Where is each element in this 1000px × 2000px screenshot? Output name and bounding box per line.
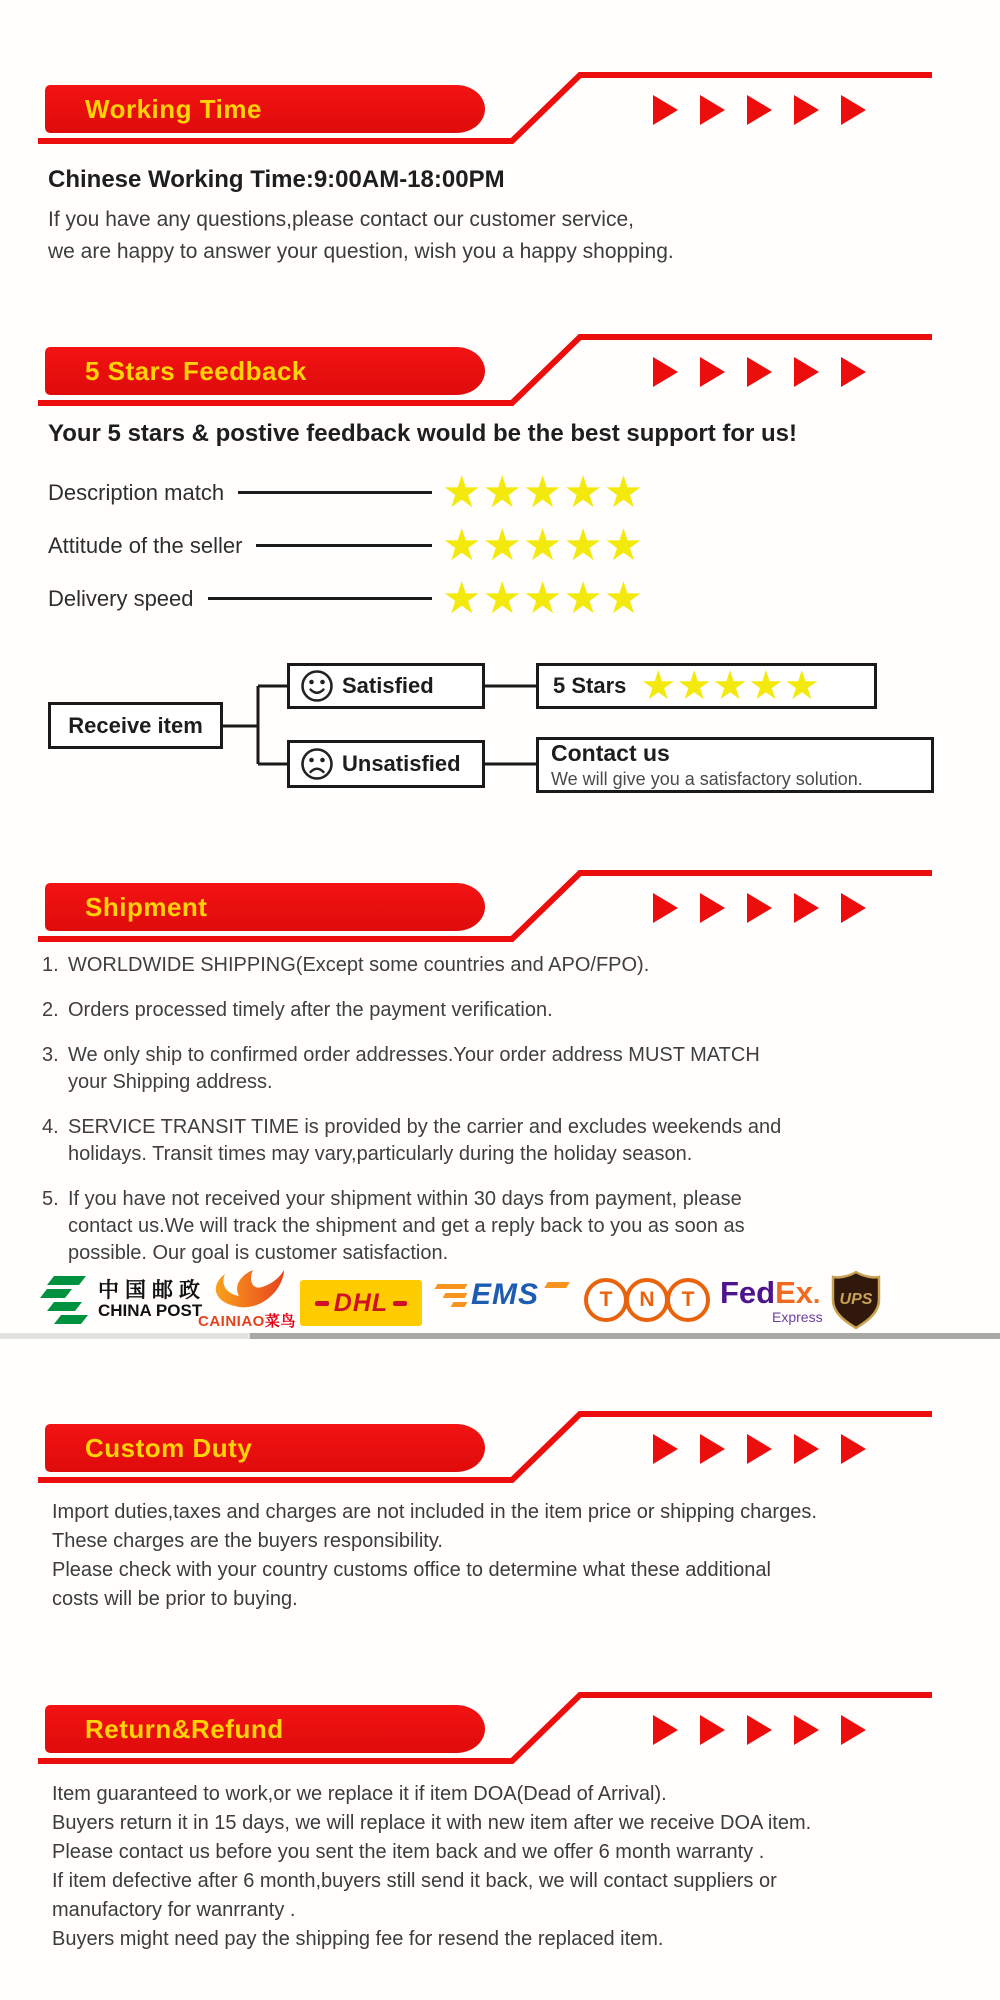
rating-label: Description match — [48, 479, 225, 505]
arrow-right-icon — [841, 1715, 866, 1745]
connector-line — [256, 544, 432, 547]
five-stars-label: 5 Stars — [553, 673, 627, 698]
rating-row — [48, 519, 666, 572]
cainiao-label: CAINIAO — [198, 1313, 265, 1330]
arrow-right-icon — [841, 1434, 866, 1464]
section-title-return-refund: Return&Refund — [85, 1714, 284, 1744]
fedex-fed-label: Fed — [720, 1275, 776, 1310]
cainiao-logo — [198, 1268, 296, 1331]
china-post-emblem-icon — [38, 1272, 90, 1328]
section-banner-return-refund — [0, 1682, 1000, 1778]
arrow-right-icon — [747, 357, 772, 387]
item-number: 3. — [42, 1044, 59, 1066]
shipment-text: holidays. Transit times may vary,particularly during the holiday season. — [68, 1143, 693, 1165]
banner-pill — [45, 347, 485, 395]
ems-dash-decoration — [544, 1282, 569, 1288]
shipment-text: contact us.We will track the shipment and get a reply back to you as soon as — [68, 1215, 745, 1237]
rating-label: Delivery speed — [48, 585, 194, 611]
connector-line — [238, 491, 432, 494]
shipment-item — [42, 1042, 942, 1096]
arrow-right-icon — [794, 1434, 819, 1464]
contact-us-box — [536, 737, 934, 793]
sad-face-icon — [300, 747, 334, 781]
arrow-right-icon — [700, 893, 725, 923]
tnt-letter-circle: N — [625, 1278, 669, 1322]
arrow-right-icon — [747, 1715, 772, 1745]
ems-logo — [436, 1278, 568, 1312]
section-banner-custom-duty — [0, 1401, 1000, 1497]
arrow-right-icon — [794, 357, 819, 387]
tnt-letter-circle: T — [666, 1278, 710, 1322]
rating-rows — [48, 466, 666, 625]
arrow-right-icon — [700, 1715, 725, 1745]
section-divider — [0, 1333, 1000, 1339]
five-star-icons: ★★★★★ — [442, 573, 645, 623]
svg-text:UPS: UPS — [839, 1291, 873, 1308]
banner-pill — [45, 883, 485, 931]
working-time-paragraph — [48, 204, 674, 268]
feedback-flowchart — [0, 655, 1000, 805]
arrow-right-icon — [794, 893, 819, 923]
shipment-text: possible. Our goal is customer satisfaction. — [68, 1242, 449, 1264]
shipment-item — [42, 997, 942, 1024]
section-title-working-time: Working Time — [85, 94, 262, 124]
contact-us-subtitle: We will give you a satisfactory solution. — [551, 768, 863, 789]
unsatisfied-box — [287, 740, 485, 788]
arrow-icons — [653, 893, 866, 923]
arrow-icons — [653, 95, 866, 125]
satisfied-box — [287, 663, 485, 709]
return-refund-line: Please contact us before you sent the item back and we offer 6 month warranty . — [52, 1841, 765, 1863]
fedex-dot: . — [813, 1279, 821, 1309]
ems-label: EMS — [471, 1278, 540, 1311]
connector-line — [208, 597, 432, 600]
shipment-text: your Shipping address. — [68, 1071, 273, 1093]
arrow-right-icon — [653, 1434, 678, 1464]
fedex-logo — [720, 1275, 823, 1325]
arrow-right-icon — [653, 1715, 678, 1745]
dhl-label: DHL — [333, 1288, 389, 1317]
shipment-item — [42, 1114, 942, 1168]
return-refund-line: manufactory for wanrranty . — [52, 1899, 296, 1921]
return-refund-line: Item guaranteed to work,or we replace it if item DOA(Dead of Arrival). — [52, 1783, 667, 1805]
rating-label: Attitude of the seller — [48, 532, 243, 558]
working-time-heading: Chinese Working Time:9:00AM-18:00PM — [48, 166, 505, 193]
rating-row — [48, 466, 666, 519]
arrow-right-icon — [794, 95, 819, 125]
arrow-right-icon — [841, 357, 866, 387]
arrow-right-icon — [794, 1715, 819, 1745]
satisfied-label: Satisfied — [342, 673, 434, 698]
shipment-text: We only ship to confirmed order addresses.Your order address MUST MATCH — [68, 1044, 760, 1066]
section-banner-feedback — [0, 324, 1000, 420]
custom-duty-line: costs will be prior to buying. — [52, 1588, 298, 1610]
five-star-icons: ★★★★★ — [640, 664, 820, 708]
section-title-feedback: 5 Stars Feedback — [85, 356, 307, 386]
custom-duty-line: Please check with your country customs office to determine what these additional — [52, 1559, 771, 1581]
section-title-custom-duty: Custom Duty — [85, 1433, 253, 1463]
arrow-right-icon — [747, 1434, 772, 1464]
arrow-right-icon — [653, 893, 678, 923]
china-post-cn-label: 中国邮政 — [98, 1279, 206, 1303]
dhl-dash-decoration — [315, 1301, 329, 1306]
dhl-logo — [300, 1280, 422, 1326]
arrow-right-icon — [700, 357, 725, 387]
banner-pill — [45, 1424, 485, 1472]
china-post-en-label: CHINA POST — [98, 1301, 203, 1321]
item-number: 1. — [42, 954, 59, 976]
smiley-face-icon — [300, 669, 334, 703]
ups-logo — [830, 1270, 882, 1330]
arrow-icons — [653, 1715, 866, 1745]
custom-duty-line: Import duties,taxes and charges are not included in the item price or shipping charges. — [52, 1501, 817, 1523]
receive-item-label: Receive item — [68, 712, 203, 738]
arrow-right-icon — [747, 95, 772, 125]
return-refund-line: Buyers might need pay the shipping fee for resend the replaced item. — [52, 1928, 664, 1950]
cainiao-cn-label: 菜鸟 — [264, 1313, 296, 1330]
arrow-icons — [653, 357, 866, 387]
return-refund-line: If item defective after 6 month,buyers still send it back, we will contact suppliers or — [52, 1870, 777, 1892]
shipment-item — [42, 952, 942, 979]
ems-speed-stripes-icon — [436, 1284, 466, 1307]
receive-item-box — [48, 702, 223, 749]
arrow-right-icon — [841, 95, 866, 125]
section-title-shipment: Shipment — [85, 892, 208, 922]
shipment-text: Orders processed timely after the payment verification. — [68, 999, 553, 1021]
arrow-right-icon — [841, 893, 866, 923]
fedex-ex-label: Ex — [775, 1275, 814, 1310]
dhl-dash-decoration — [393, 1301, 407, 1306]
contact-us-title: Contact us — [551, 740, 670, 767]
ups-shield-icon — [830, 1270, 882, 1330]
custom-duty-line: These charges are the buyers responsibility. — [52, 1530, 443, 1552]
fedex-express-label: Express — [772, 1309, 823, 1325]
tnt-logo — [584, 1278, 707, 1322]
arrow-right-icon — [747, 893, 772, 923]
shipment-item — [42, 1186, 942, 1267]
arrow-right-icon — [653, 95, 678, 125]
cainiao-swoosh-icon — [201, 1268, 293, 1310]
unsatisfied-label: Unsatisfied — [342, 751, 461, 776]
item-number: 5. — [42, 1188, 59, 1210]
arrow-right-icon — [700, 95, 725, 125]
tnt-letter-circle: T — [584, 1278, 628, 1322]
arrow-right-icon — [653, 357, 678, 387]
working-time-line: If you have any questions,please contact our customer service, — [48, 208, 634, 231]
working-time-line: we are happy to answer your question, wish you a happy shopping. — [48, 240, 674, 263]
five-star-icons: ★★★★★ — [442, 520, 645, 570]
section-banner-shipment — [0, 860, 1000, 956]
carrier-logos-row — [0, 1268, 1000, 1332]
five-star-icons: ★★★★★ — [442, 467, 645, 517]
custom-duty-paragraph — [52, 1498, 817, 1614]
banner-pill — [45, 85, 485, 133]
shipment-text: SERVICE TRANSIT TIME is provided by the carrier and excludes weekends and — [68, 1116, 782, 1138]
rating-row — [48, 572, 666, 625]
section-banner-working-time — [0, 62, 1000, 158]
shipment-text: If you have not received your shipment within 30 days from payment, please — [68, 1188, 742, 1210]
item-number: 4. — [42, 1116, 59, 1138]
return-refund-paragraph — [52, 1780, 811, 1954]
arrow-right-icon — [700, 1434, 725, 1464]
shipment-text: WORLDWIDE SHIPPING(Except some countries and APO/FPO). — [68, 954, 650, 976]
china-post-logo — [38, 1272, 206, 1328]
arrow-icons — [653, 1434, 866, 1464]
return-refund-line: Buyers return it in 15 days, we will replace it with new item after we receive DOA item. — [52, 1812, 812, 1834]
feedback-heading: Your 5 stars & postive feedback would be the best support for us! — [48, 420, 798, 447]
shipment-list — [42, 952, 942, 1285]
five-stars-box — [536, 663, 877, 709]
banner-pill — [45, 1705, 485, 1753]
item-number: 2. — [42, 999, 59, 1021]
